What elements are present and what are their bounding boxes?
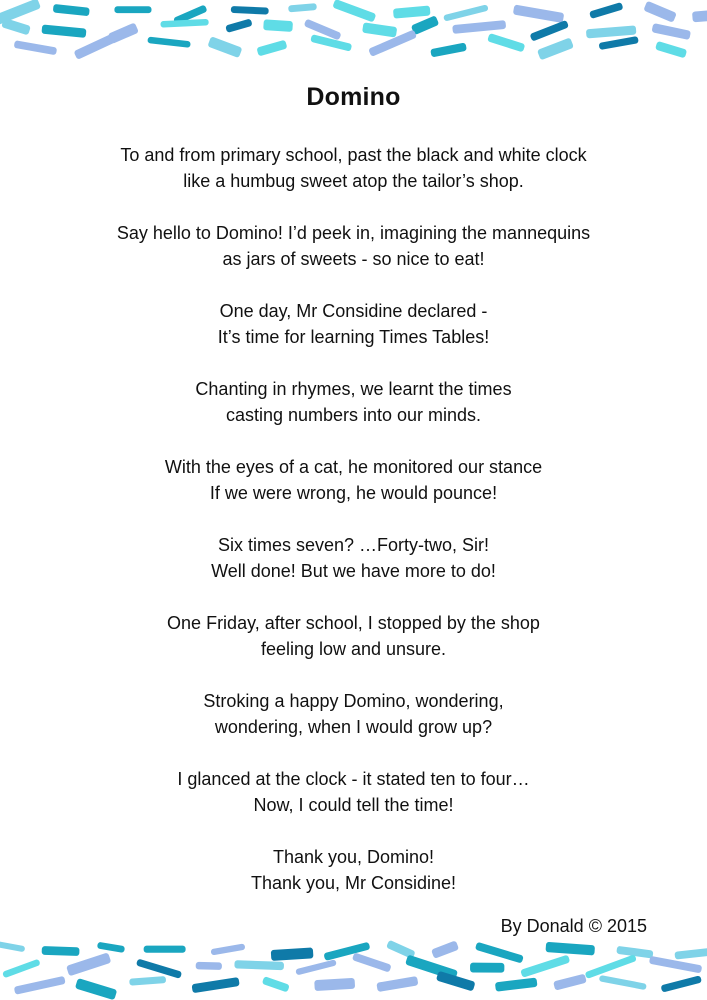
stanza: [0, 142, 707, 194]
brushstroke: [411, 15, 440, 35]
brushstroke: [352, 952, 392, 972]
brushstroke: [41, 24, 86, 37]
brushstroke: [431, 940, 459, 958]
poem-line: It’s time for learning Times Tables!: [217, 327, 490, 347]
brushstroke: [520, 955, 570, 978]
poem-line: as jars of sweets - so nice to eat!: [222, 249, 485, 269]
brushstroke: [97, 942, 125, 953]
brushstroke: [160, 19, 208, 28]
brushstroke: [530, 20, 570, 42]
brushstroke: [0, 940, 25, 952]
poem-line: Chanting in rhymes, we learnt the times: [195, 379, 512, 399]
bottom-brushstroke-border: [0, 938, 707, 1000]
poem-line: like a humbug sweet atop the tailor’s shop.: [183, 171, 524, 191]
brushstroke: [470, 963, 504, 973]
stanza: [0, 766, 707, 818]
brushstroke: [537, 37, 574, 60]
stanza: [0, 220, 707, 272]
poem-line: Now, I could tell the time!: [253, 795, 454, 815]
brushstroke: [362, 22, 397, 37]
poem-line: Stroking a happy Domino, wondering,: [203, 691, 504, 711]
author-byline: By Donald © 2015: [500, 916, 647, 936]
top-border-decoration: [0, 0, 707, 62]
brushstroke: [655, 41, 687, 58]
brushstroke: [651, 23, 691, 40]
brushstroke: [210, 943, 245, 955]
brushstroke: [53, 4, 90, 16]
poem-line: If we were wrong, he would pounce!: [209, 483, 498, 503]
brushstroke: [129, 976, 166, 986]
stanza: [0, 610, 707, 662]
brushstroke: [256, 40, 287, 57]
poem-line: With the eyes of a cat, he monitored our stance: [164, 457, 543, 477]
brushstroke: [475, 942, 524, 964]
poem-line: Thank you, Domino!: [272, 847, 435, 867]
brushstroke: [147, 37, 191, 48]
brushstroke: [75, 978, 117, 1000]
brushstroke: [136, 958, 182, 978]
brushstroke: [207, 36, 242, 58]
stanza: [0, 688, 707, 740]
brushstroke: [452, 20, 506, 34]
poem-line: Thank you, Mr Considine!: [250, 873, 457, 893]
brushstroke: [513, 4, 565, 23]
brushstroke: [271, 947, 314, 961]
stanza: [0, 532, 707, 584]
poem-title: Domino: [306, 83, 401, 111]
brushstroke: [649, 956, 702, 974]
stanza: [0, 298, 707, 350]
brushstroke: [661, 975, 702, 992]
brushstroke: [191, 977, 239, 993]
brushstroke: [1, 18, 31, 36]
brushstroke: [114, 6, 151, 13]
brushstroke: [495, 978, 538, 992]
stanza: [0, 844, 707, 896]
brushstroke: [144, 946, 186, 953]
poem-line: casting numbers into our minds.: [225, 405, 482, 425]
poem-line: One Friday, after school, I stopped by the shop: [167, 613, 540, 633]
brushstroke: [262, 976, 290, 992]
poem-line: Six times seven? …Forty-two, Sir!: [217, 535, 490, 555]
poem-line: wondering, when I would grow up?: [214, 717, 493, 737]
brushstroke: [599, 36, 639, 50]
poem-line: Well done! But we have more to do!: [211, 561, 496, 581]
top-brushstroke-border: [0, 0, 707, 62]
brushstroke: [545, 942, 595, 956]
brushstroke: [2, 959, 41, 979]
brushstroke: [196, 962, 222, 970]
brushstroke: [643, 1, 677, 23]
poem-line: I glanced at the clock - it stated ten to four…: [177, 769, 530, 789]
brushstroke: [263, 19, 293, 32]
brushstroke: [225, 18, 252, 33]
bottom-border-decoration: [0, 938, 707, 1000]
brushstroke: [430, 42, 467, 57]
brushstroke: [42, 946, 80, 956]
brushstroke: [376, 976, 418, 992]
brushstroke: [295, 959, 337, 975]
brushstroke: [487, 33, 525, 52]
brushstroke: [586, 25, 637, 38]
stanza: [0, 376, 707, 428]
poem-line: To and from primary school, past the black and white clock: [120, 145, 587, 165]
brushstroke: [553, 974, 587, 991]
brushstroke: [231, 6, 269, 15]
brushstroke: [288, 3, 317, 12]
brushstroke: [66, 952, 111, 976]
poem-line: One day, Mr Considine declared -: [219, 301, 488, 321]
brushstroke: [314, 978, 355, 991]
brushstroke: [599, 975, 647, 990]
brushstroke: [14, 40, 58, 55]
brushstroke: [234, 960, 284, 970]
brushstroke: [589, 2, 623, 19]
poem-body: [0, 142, 707, 922]
brushstroke: [332, 0, 376, 22]
brushstroke: [14, 976, 66, 995]
brushstroke: [443, 4, 489, 21]
brushstroke: [585, 954, 637, 979]
stanza: [0, 454, 707, 506]
poem-line: Say hello to Domino! I’d peek in, imagining the mannequins: [116, 223, 591, 243]
poem-line: feeling low and unsure.: [260, 639, 447, 659]
brushstroke: [692, 9, 707, 22]
brushstroke: [393, 6, 431, 19]
brushstroke: [674, 947, 707, 960]
